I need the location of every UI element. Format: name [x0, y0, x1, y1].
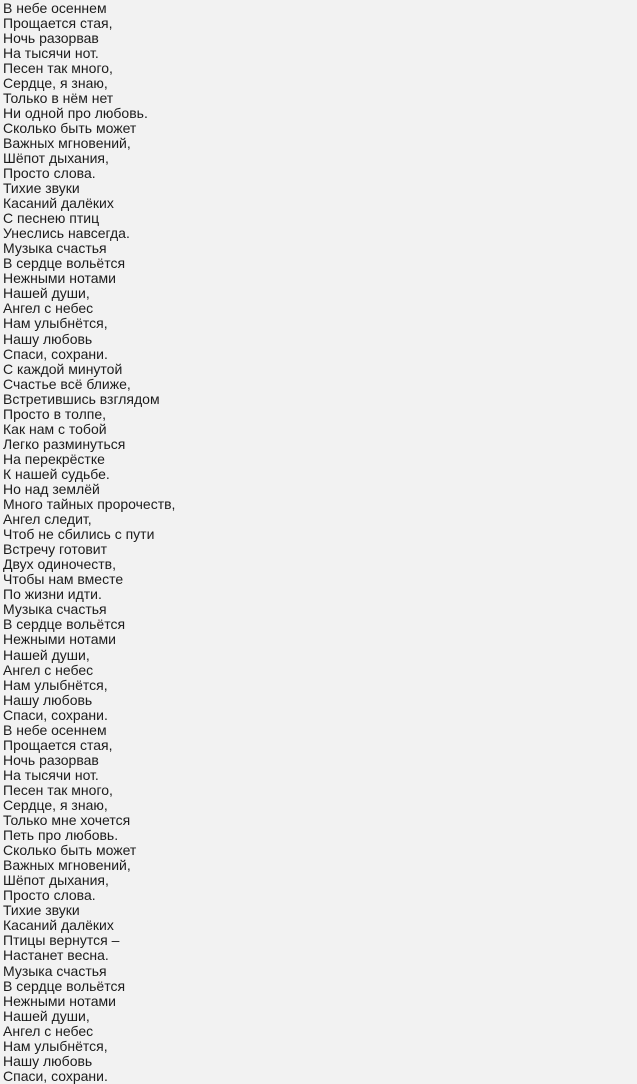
lyric-line: Нам улыбнётся, — [3, 315, 108, 332]
lyric-line: С песнею птиц — [3, 210, 100, 227]
lyric-line: Встречу готовит — [3, 541, 108, 558]
lyric-line: Нежными нотами — [3, 270, 116, 287]
lyric-line: Музыка счастья — [3, 601, 107, 618]
lyric-line: Сколько быть может — [3, 842, 137, 859]
lyric-line: Тихие звуки — [3, 180, 80, 197]
lyric-line: Петь про любовь. — [3, 827, 119, 844]
lyric-line: Нам улыбнётся, — [3, 1037, 108, 1054]
lyric-line: В сердце вольётся — [3, 977, 126, 994]
lyric-line: Счастье всё ближе, — [3, 375, 131, 392]
lyric-line: Тихие звуки — [3, 902, 80, 919]
lyric-line: Ангел с небес — [3, 661, 94, 678]
lyric-line: Двух одиночеств, — [3, 556, 116, 573]
lyric-line: Унеслись навсегда. — [3, 225, 130, 242]
lyric-line: Важных мгновений, — [3, 857, 131, 874]
lyric-line: Касаний далёких — [3, 195, 114, 212]
lyric-line: На тысячи нот. — [3, 766, 99, 783]
lyric-line: Сердце, я знаю, — [3, 74, 108, 91]
lyric-line: Сердце, я знаю, — [3, 796, 108, 813]
lyric-line: Музыка счастья — [3, 962, 107, 979]
lyric-line: Шёпот дыхания, — [3, 149, 109, 166]
lyric-line: Шёпот дыхания, — [3, 872, 109, 889]
lyric-line: Прощается стая, — [3, 736, 113, 753]
lyric-line: Прощается стая, — [3, 14, 113, 31]
lyric-line: Нежными нотами — [3, 992, 116, 1009]
lyric-line: Как нам с тобой — [3, 420, 107, 437]
lyric-line: Важных мгновений, — [3, 134, 131, 151]
lyric-line: В небе осеннем — [3, 721, 107, 738]
lyric-line: Чтоб не сбились с пути — [3, 526, 155, 543]
lyric-line: Ангел с небес — [3, 1022, 94, 1039]
lyric-line: Нашей души, — [3, 646, 90, 663]
lyric-line: Сколько быть может — [3, 119, 137, 136]
lyric-line: Просто в толпе, — [3, 405, 107, 422]
lyric-line: На тысячи нот. — [3, 44, 99, 61]
lyric-line: Но над землёй — [3, 481, 100, 497]
lyric-line: Только мне хочется — [3, 812, 131, 829]
lyric-line: Нашу любовь — [3, 691, 93, 708]
lyric-line: Много тайных пророчеств, — [3, 496, 176, 513]
lyric-line: Просто слова. — [3, 887, 96, 904]
lyric-line: Ночь разорвав — [3, 29, 99, 46]
lyric-line: Просто слова. — [3, 165, 96, 182]
lyric-line: Музыка счастья — [3, 240, 107, 257]
lyric-line: Песен так много, — [3, 59, 113, 76]
lyric-line: Птицы вернутся – — [3, 932, 120, 949]
lyric-line: В небе осеннем — [3, 0, 107, 16]
lyric-line: Ночь разорвав — [3, 751, 99, 768]
lyric-line: Нашу любовь — [3, 330, 93, 347]
lyric-line: Ни одной про любовь. — [3, 104, 148, 121]
lyric-line: Только в нём нет — [3, 89, 114, 106]
lyric-line: С каждой минутой — [3, 360, 123, 377]
lyric-line: Ангел следит, — [3, 511, 92, 528]
lyric-line: Настанет весна. — [3, 947, 109, 964]
lyric-line: Спаси, сохрани. — [3, 345, 108, 362]
lyric-line: Спаси, сохрани. — [3, 706, 108, 723]
lyric-line: Песен так много, — [3, 781, 113, 798]
lyric-line: Нашу любовь — [3, 1052, 93, 1069]
lyric-line: Встретившись взглядом — [3, 390, 160, 407]
lyric-line: Нашей души, — [3, 285, 90, 302]
lyric-line: В сердце вольётся — [3, 616, 126, 633]
lyric-line: Чтобы нам вместе — [3, 571, 124, 588]
lyric-line: Касаний далёких — [3, 917, 114, 934]
lyric-line: Легко разминуться — [3, 435, 126, 452]
lyric-line: Нежными нотами — [3, 631, 116, 648]
lyric-line: Нам улыбнётся, — [3, 676, 108, 693]
lyric-line: В сердце вольётся — [3, 255, 126, 272]
lyric-line: По жизни идти. — [3, 586, 102, 603]
lyric-line: К нашей судьбе. — [3, 465, 110, 482]
lyric-line: На перекрёстке — [3, 450, 105, 467]
lyric-line: Ангел с небес — [3, 300, 94, 317]
lyric-line: Спаси, сохрани. — [3, 1067, 108, 1084]
lyric-line: Нашей души, — [3, 1007, 90, 1024]
